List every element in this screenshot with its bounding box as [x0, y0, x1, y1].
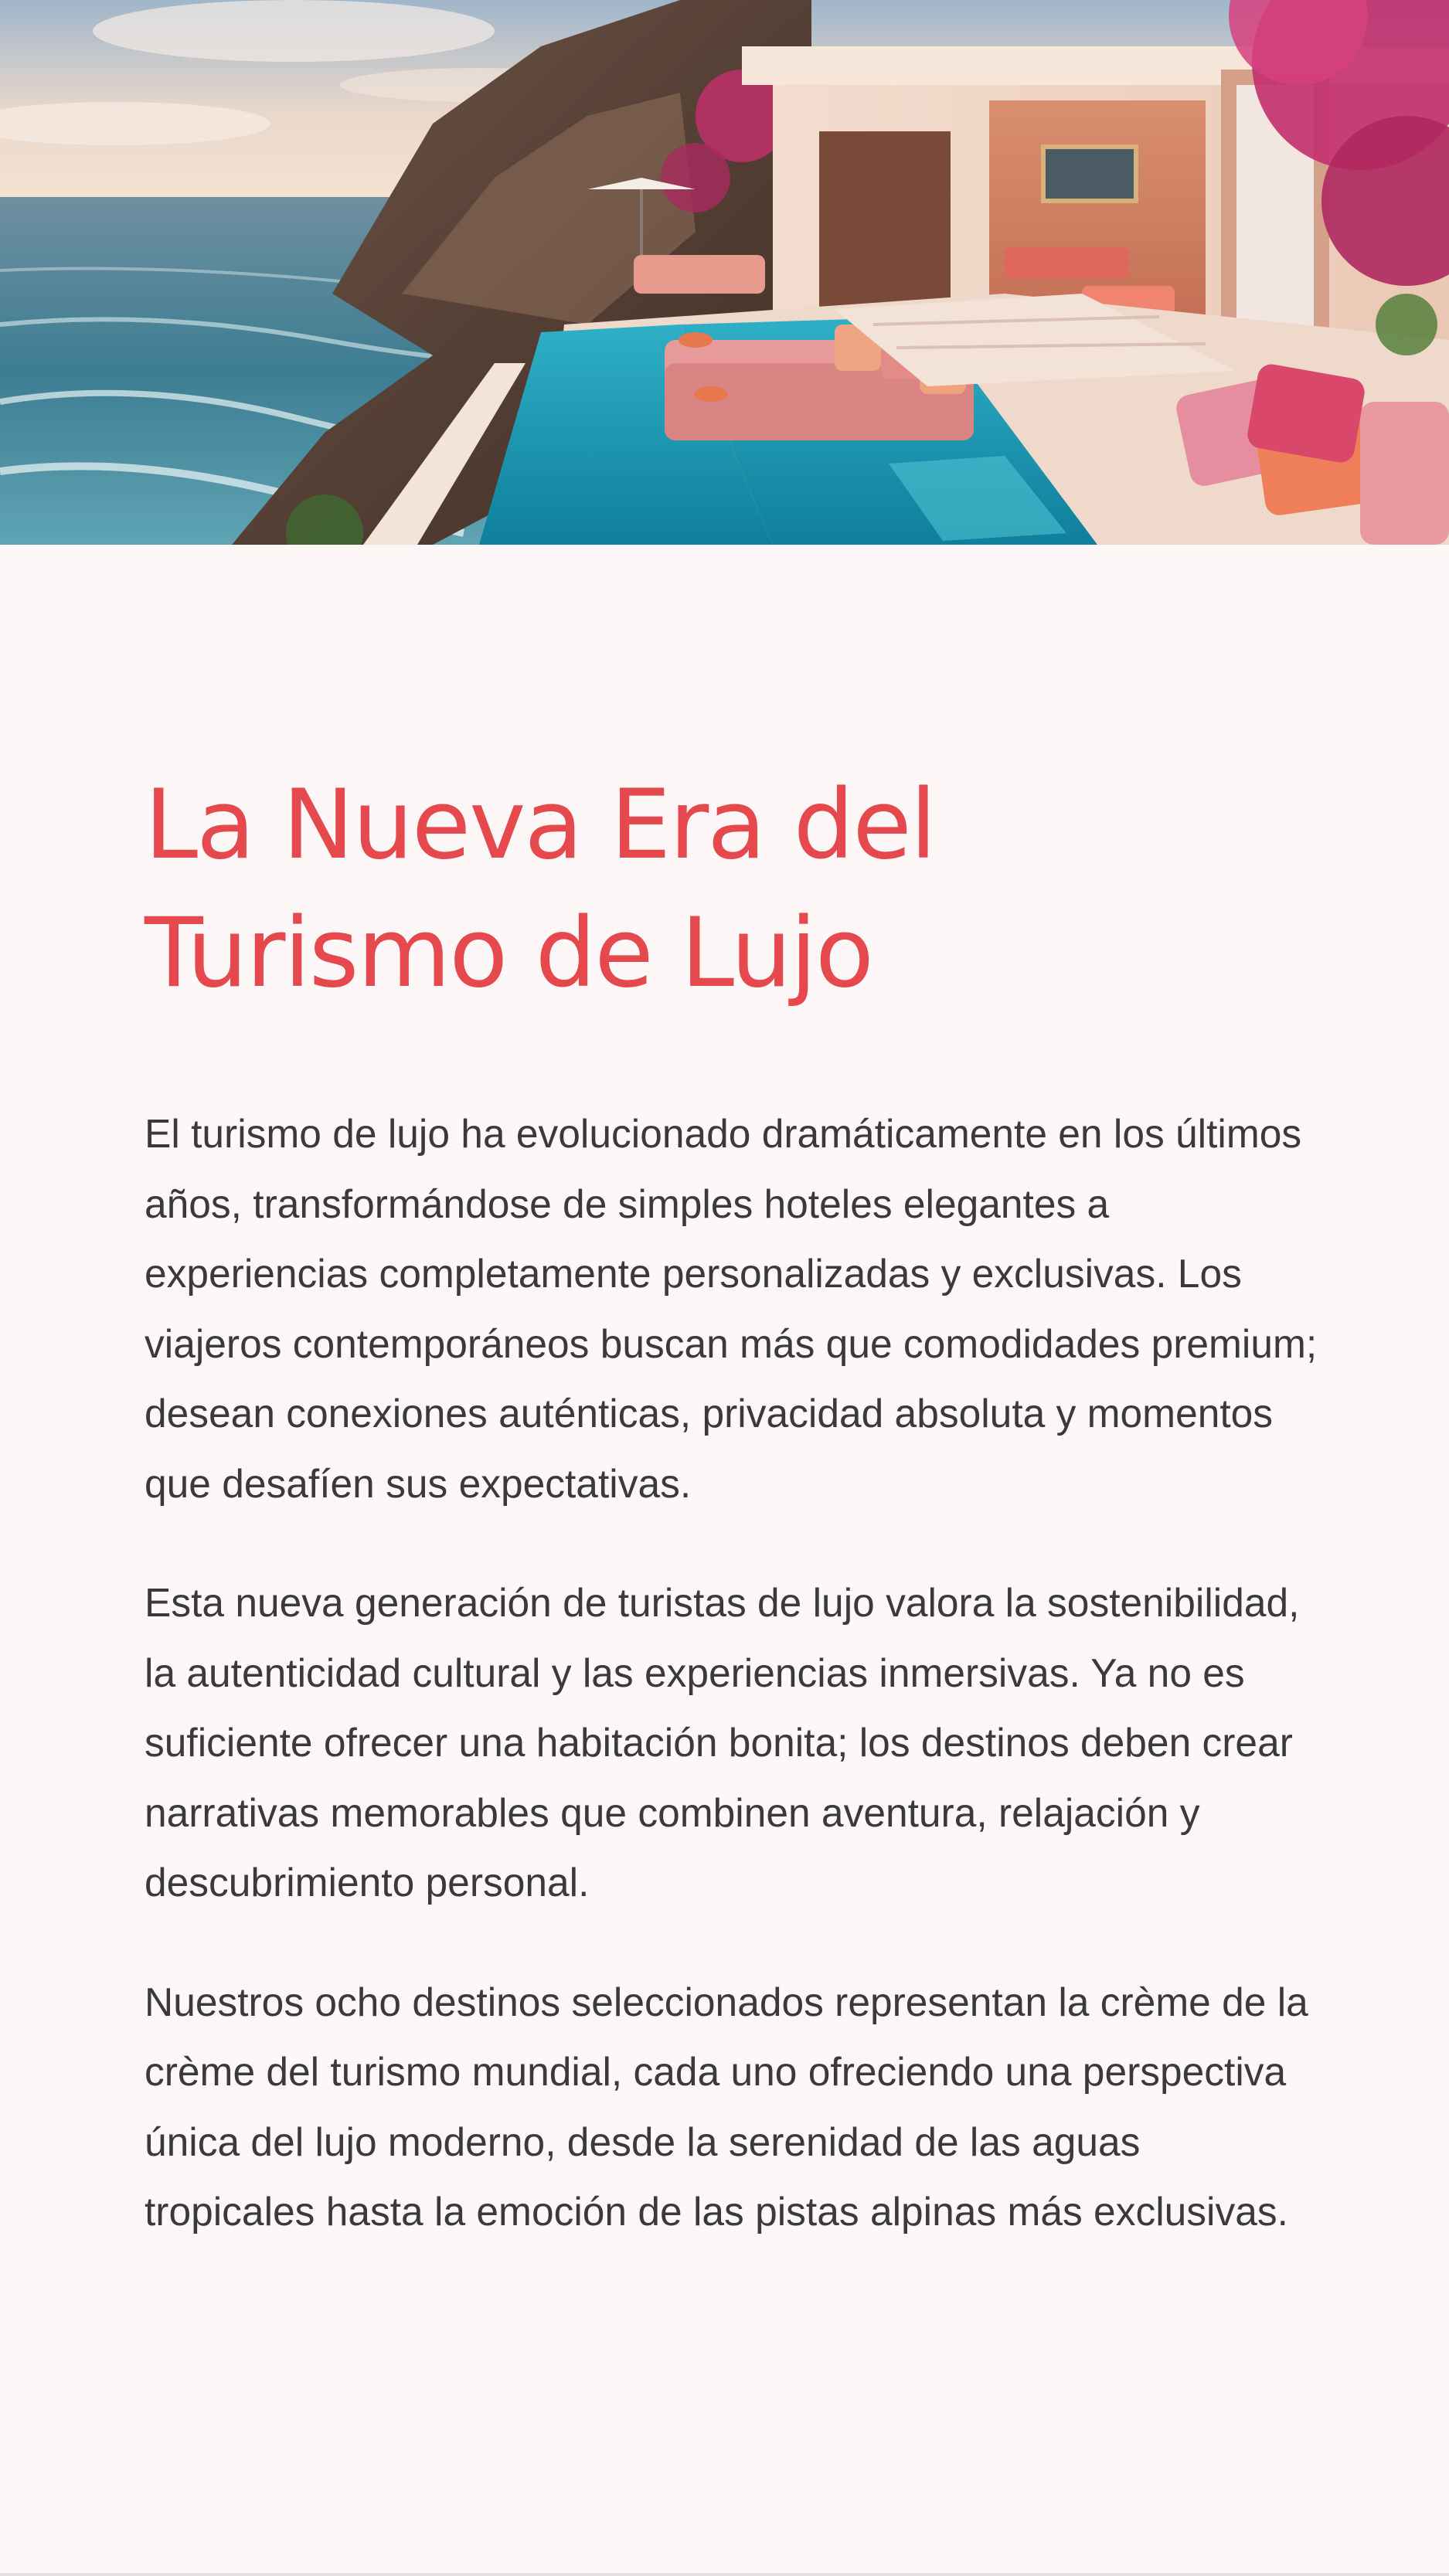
- hero-image: [0, 0, 1449, 545]
- article: [145, 761, 1319, 2247]
- article-paragraph: El turismo de lujo ha evolucionado dramáticamente en los últimos años, transformándose de simples hoteles elegantes a experiencias completamente personalizadas y exclusivas. Los viajeros contemporáneos buscan más que comodidades premium; desean conexiones auténticas, privacidad absoluta y momentos que desafíen sus expectativas.: [145, 1111, 1318, 1506]
- article-paragraph: Esta nueva generación de turistas de lujo valora la sostenibilidad, la autenticidad cultural y las experiencias inmersivas. Ya no es suficiente ofrecer una habitación bonita; los destinos deben crear narrativas memorables que combinen aventura, relajación y descubrimiento personal.: [145, 1580, 1300, 1905]
- article-paragraph: Nuestros ocho destinos seleccionados representan la crème de la crème del turismo mundial, cada uno ofreciendo una perspectiva única del lujo moderno, desde la serenidad de las aguas tropicales hasta la emoción de las pistas alpinas más exclusivas.: [145, 1979, 1308, 2234]
- page-bottom-divider: [0, 2573, 1449, 2576]
- article-title: La Nueva Era del Turismo de Lujo: [145, 770, 936, 1009]
